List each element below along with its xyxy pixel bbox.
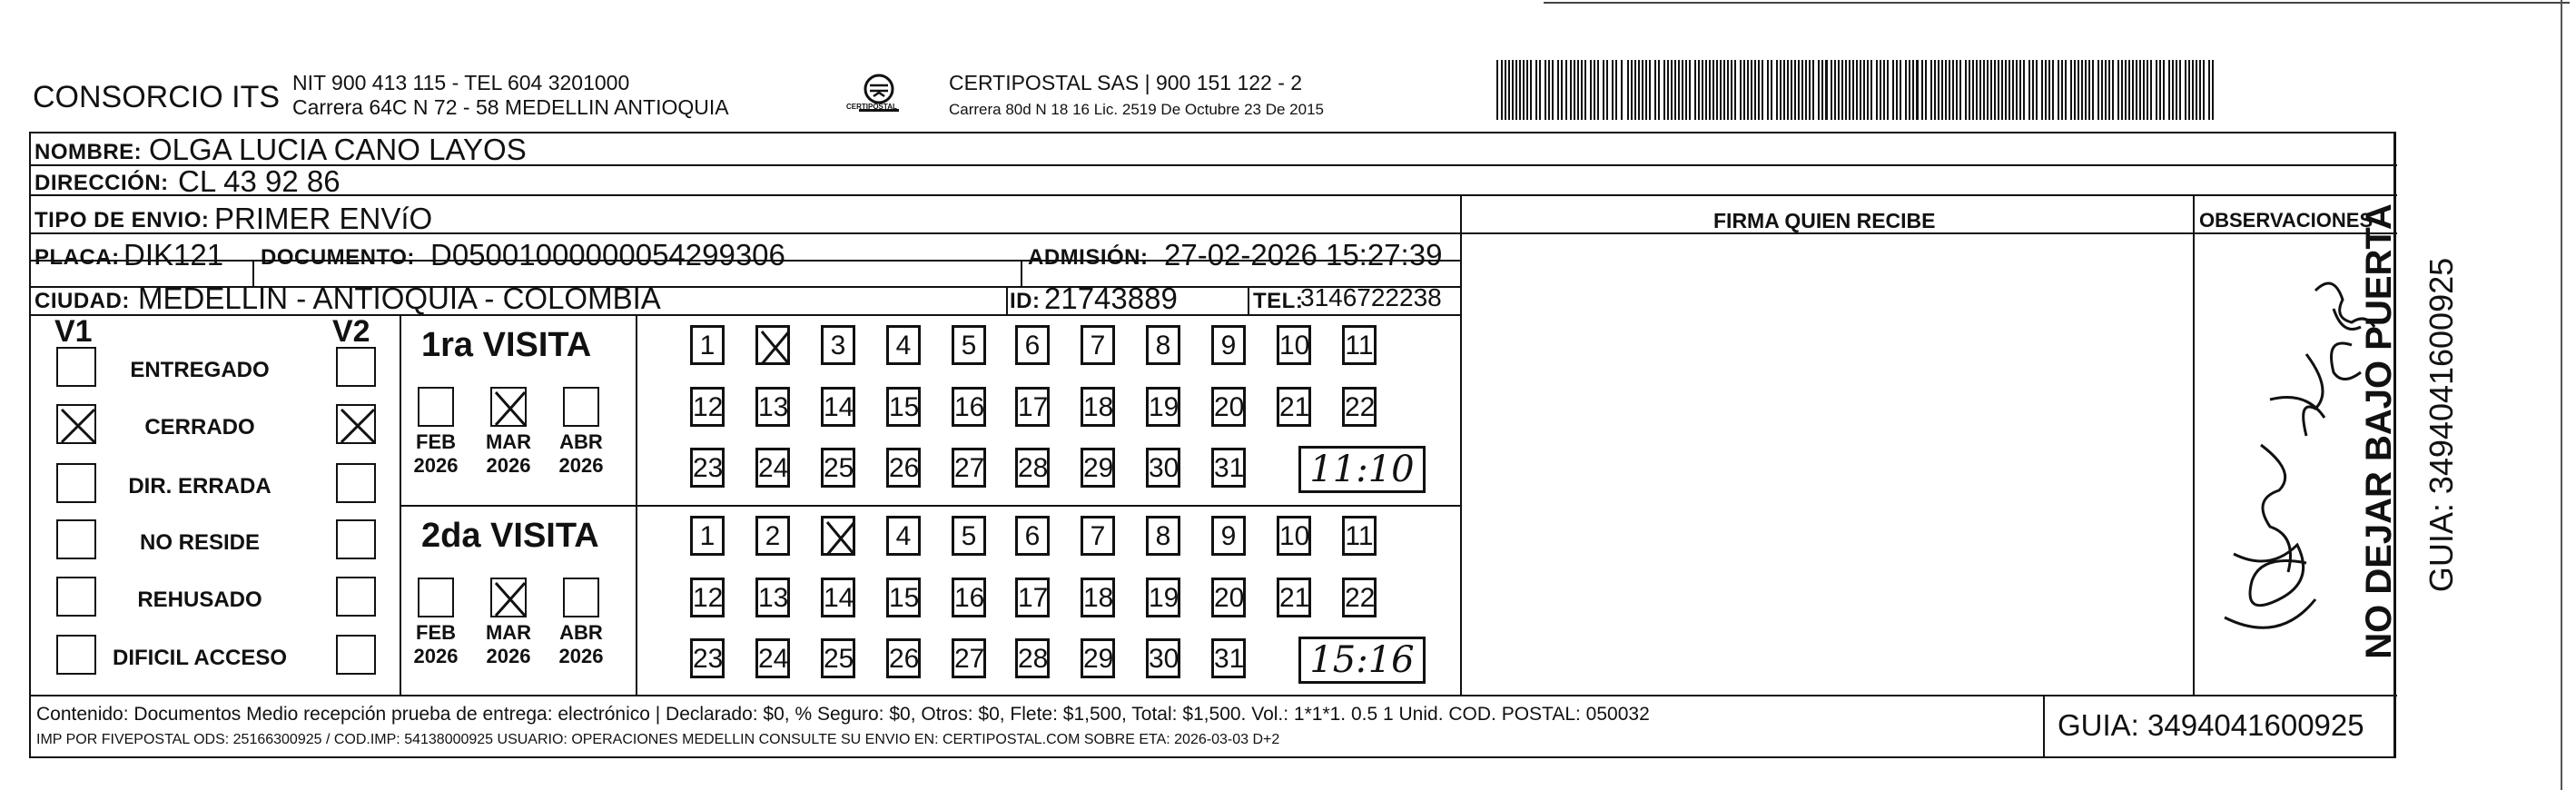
day-cell[interactable]: 6 [1015, 516, 1050, 556]
year-label: 2026 [413, 645, 459, 667]
admision-label: ADMISIÓN: [1028, 245, 1149, 270]
day-cell[interactable]: 16 [952, 387, 986, 427]
status-reason-label: NO RESIDE [139, 530, 261, 555]
day-cell[interactable]: 19 [1146, 387, 1180, 427]
placa-label: PLACA: [35, 245, 120, 270]
day-cell[interactable]: 5 [952, 516, 986, 556]
day-cell[interactable]: 9 [1211, 325, 1246, 365]
visit-title: 2da VISITA [421, 517, 599, 555]
month-label: MAR [485, 430, 532, 453]
day-cell[interactable]: 22 [1342, 387, 1377, 427]
day-cell[interactable]: 13 [755, 578, 790, 617]
nit-line: NIT 900 413 115 - TEL 604 3201000 [292, 71, 630, 94]
no-dejar-bajo-puerta: NO DEJAR BAJO PUERTA [2359, 203, 2399, 659]
nombre-label: NOMBRE: [35, 140, 143, 164]
year-label: 2026 [413, 454, 459, 477]
day-cell[interactable]: 29 [1081, 448, 1115, 488]
side-guia: GUIA: 3494041600925 [2423, 257, 2460, 593]
day-cell[interactable]: 13 [755, 387, 790, 427]
month-label: FEB [416, 430, 456, 453]
visit-title: 1ra VISITA [421, 326, 592, 364]
day-cell[interactable]: 31 [1211, 638, 1246, 678]
handwritten-time: 15:16 [1298, 637, 1426, 684]
status-reason-label: REHUSADO [137, 588, 262, 612]
scan-edge-top [1544, 2, 2570, 4]
day-cell[interactable]: 12 [690, 578, 725, 617]
day-cell[interactable]: 20 [1211, 578, 1246, 617]
day-cell[interactable]: 7 [1081, 325, 1115, 365]
day-cell[interactable]: 7 [1081, 516, 1115, 556]
month-checkbox[interactable] [563, 578, 599, 617]
day-cell[interactable]: 8 [1146, 325, 1180, 365]
day-cell[interactable]: 31 [1211, 448, 1246, 488]
company-name: CONSORCIO ITS [33, 80, 281, 114]
certipostal-logo [846, 71, 904, 122]
day-cell[interactable]: 11 [1342, 516, 1377, 556]
nombre-value: OLGA LUCIA CANO LAYOS [149, 133, 527, 166]
year-label: 2026 [486, 454, 531, 477]
year-label: 2026 [486, 645, 531, 667]
day-cell[interactable]: 8 [1146, 516, 1180, 556]
logo-text: CERTIPOSTAL [846, 103, 897, 111]
ciudad-label: CIUDAD: [35, 289, 130, 313]
documento-label: DOCUMENTO: [261, 245, 415, 270]
v1-label: V1 [54, 314, 93, 349]
month-checkbox[interactable] [490, 578, 527, 617]
day-cell[interactable]: 17 [1015, 387, 1050, 427]
day-cell[interactable]: 18 [1081, 578, 1115, 617]
status-reason-label: DIFICIL ACCESO [112, 646, 287, 670]
day-cell[interactable]: 19 [1146, 578, 1180, 617]
month-checkbox[interactable] [563, 387, 599, 427]
tel-value: 3146722238 [1300, 283, 1442, 311]
day-cell[interactable]: 21 [1277, 387, 1311, 427]
day-cell[interactable] [821, 516, 855, 556]
day-cell[interactable]: 18 [1081, 387, 1115, 427]
day-cell[interactable]: 4 [886, 516, 921, 556]
id-label: ID: [1010, 289, 1041, 313]
day-cell[interactable]: 26 [886, 448, 921, 488]
day-cell[interactable]: 10 [1277, 325, 1311, 365]
month-checkbox[interactable] [418, 578, 454, 617]
firma-header: FIRMA QUIEN RECIBE [1713, 209, 1936, 232]
tel-label: TEL: [1253, 289, 1304, 313]
day-cell[interactable]: 5 [952, 325, 986, 365]
footer-guia: GUIA: 3494041600925 [2058, 708, 2364, 742]
day-cell[interactable]: 14 [821, 387, 855, 427]
year-label: 2026 [558, 645, 604, 667]
day-cell[interactable]: 15 [886, 578, 921, 617]
day-cell[interactable]: 12 [690, 387, 725, 427]
day-cell[interactable]: 23 [690, 638, 725, 678]
admision-value: 27-02-2026 15:27:39 [1164, 238, 1443, 272]
day-cell[interactable]: 10 [1277, 516, 1311, 556]
day-cell[interactable]: 25 [821, 638, 855, 678]
status-reason-label: DIR. ERRADA [128, 474, 271, 499]
handwritten-time: 11:10 [1298, 446, 1426, 493]
certipostal-line1: CERTIPOSTAL SAS | 900 151 122 - 2 [949, 71, 1303, 94]
day-cell[interactable]: 14 [821, 578, 855, 617]
scan-edge-right [2561, 0, 2562, 790]
day-cell[interactable]: 21 [1277, 578, 1311, 617]
day-cell[interactable]: 6 [1015, 325, 1050, 365]
year-label: 2026 [558, 454, 604, 477]
day-cell[interactable] [755, 325, 790, 365]
day-cell[interactable]: 20 [1211, 387, 1246, 427]
day-cell[interactable]: 27 [952, 638, 986, 678]
day-cell[interactable]: 2 [755, 516, 790, 556]
day-cell[interactable]: 11 [1342, 325, 1377, 365]
barcode [1496, 60, 2223, 123]
day-cell[interactable]: 25 [821, 448, 855, 488]
documento-value: D05001000000054299306 [430, 238, 785, 272]
month-checkbox[interactable] [490, 387, 527, 427]
day-cell[interactable]: 23 [690, 448, 725, 488]
month-label: MAR [485, 621, 532, 644]
day-cell[interactable]: 30 [1146, 638, 1180, 678]
tipo-envio-value: PRIMER ENVíO [214, 202, 433, 235]
day-cell[interactable]: 22 [1342, 578, 1377, 617]
status-reason-label: ENTREGADO [130, 358, 270, 382]
day-cell[interactable]: 26 [886, 638, 921, 678]
direccion-value: CL 43 92 86 [178, 164, 341, 198]
month-checkbox[interactable] [418, 387, 454, 427]
day-cell[interactable]: 4 [886, 325, 921, 365]
day-cell[interactable]: 27 [952, 448, 986, 488]
day-cell[interactable]: 16 [952, 578, 986, 617]
status-reason-label: CERRADO [144, 415, 255, 439]
day-cell[interactable]: 17 [1015, 578, 1050, 617]
day-cell[interactable]: 30 [1146, 448, 1180, 488]
v2-label: V2 [332, 314, 370, 349]
day-cell[interactable]: 24 [755, 448, 790, 488]
direccion-label: DIRECCIÓN: [35, 171, 169, 195]
day-cell[interactable]: 28 [1015, 638, 1050, 678]
footer-contenido: Contenido: Documentos Medio recepción prueba de entrega: electrónico | Declarado: $0, % Seguro: $0, Otros: $0, Flete: $1,500, Total: $1,500. Vol.: 1*1*1. 0.5 1 Unid. COD. POSTAL: 050032 [36, 704, 1650, 725]
day-cell[interactable]: 1 [690, 516, 725, 556]
ciudad-value: MEDELLIN - ANTIOQUIA - COLOMBIA [138, 281, 661, 315]
placa-value: DIK121 [123, 238, 224, 272]
day-cell[interactable]: 29 [1081, 638, 1115, 678]
month-label: ABR [559, 621, 603, 644]
month-label: ABR [559, 430, 603, 453]
address-line: Carrera 64C N 72 - 58 MEDELLIN ANTIOQUIA [292, 95, 729, 119]
day-cell[interactable]: 28 [1015, 448, 1050, 488]
day-cell[interactable]: 1 [690, 325, 725, 365]
day-cell[interactable]: 24 [755, 638, 790, 678]
day-cell[interactable]: 9 [1211, 516, 1246, 556]
observaciones-header: OBSERVACIONES [2199, 209, 2374, 232]
day-cell[interactable]: 15 [886, 387, 921, 427]
id-value: 21743889 [1044, 281, 1178, 315]
certipostal-line2: Carrera 80d N 18 16 Lic. 2519 De Octubre 23 De 2015 [949, 101, 1324, 118]
footer-imp-line: IMP POR FIVEPOSTAL ODS: 25166300925 / COD.IMP: 54138000925 USUARIO: OPERACIONES MEDELLIN CONSULTE SU ENVIO EN: CERTIPOSTAL.COM SOBRE ETA: 2026-03-03 D+2 [36, 732, 1280, 747]
day-cell[interactable]: 3 [821, 325, 855, 365]
tipo-envio-label: TIPO DE ENVIO: [35, 208, 210, 232]
month-label: FEB [416, 621, 456, 644]
